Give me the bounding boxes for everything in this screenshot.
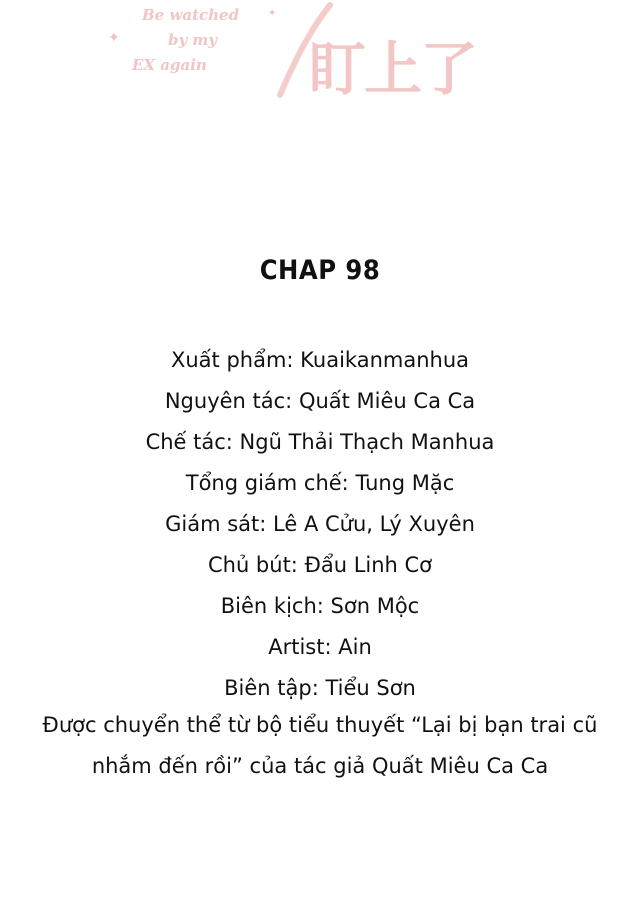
credit-label: Giám sát: <box>165 512 267 536</box>
credit-value: Đẩu Linh Cơ <box>304 553 433 577</box>
credit-value: Kuaikanmanhua <box>300 348 470 372</box>
credit-value: Tiểu Sơn <box>325 676 416 700</box>
credit-label: Xuất phẩm: <box>170 348 294 372</box>
logo-swash <box>270 0 350 100</box>
credit-label: Chế tác: <box>145 430 233 454</box>
credit-value: Tung Mặc <box>355 471 455 495</box>
sparkle-icon: ✦ <box>268 8 277 19</box>
series-logo <box>0 0 640 135</box>
adaptation-line-1: Được chuyển thể từ bộ tiểu thuyết “Lại bị bạn trai cũ <box>42 713 598 737</box>
credit-line <box>0 504 640 545</box>
credit-value: Ngũ Thải Thạch Manhua <box>239 430 495 454</box>
credit-label: Chủ bút: <box>207 553 298 577</box>
logo-latin-line-2: by my <box>168 31 218 49</box>
sparkle-icon: ✦ <box>108 30 120 46</box>
credit-value: Quất Miêu Ca Ca <box>298 389 476 413</box>
chapter-title: CHAP 98 <box>259 255 381 286</box>
credit-label: Artist: <box>268 635 332 659</box>
credit-line <box>0 463 640 504</box>
credit-line <box>0 545 640 586</box>
adaptation-line-2: nhắm đến rồi” của tác giả Quất Miêu Ca Ca <box>91 754 549 778</box>
credit-line <box>0 381 640 422</box>
credits-list <box>0 340 640 709</box>
credit-label: Tổng giám chế: <box>185 471 349 495</box>
credit-line <box>0 586 640 627</box>
credit-line <box>0 627 640 668</box>
adaptation-note <box>30 705 610 787</box>
credit-line <box>0 668 640 709</box>
credit-value: Ain <box>338 635 372 659</box>
credit-line <box>0 422 640 463</box>
logo-cjk-title: 盯上了 <box>308 35 477 103</box>
credit-value: Lê A Cửu, Lý Xuyên <box>273 512 475 536</box>
credit-value: Sơn Mộc <box>330 594 420 618</box>
credit-label: Biên tập: <box>224 676 319 700</box>
logo-latin-line-3: EX again <box>132 56 207 74</box>
credit-line <box>0 340 640 381</box>
logo-latin-line-1: Be watched <box>142 6 240 24</box>
credit-label: Nguyên tác: <box>164 389 293 413</box>
credit-label: Biên kịch: <box>220 594 324 618</box>
